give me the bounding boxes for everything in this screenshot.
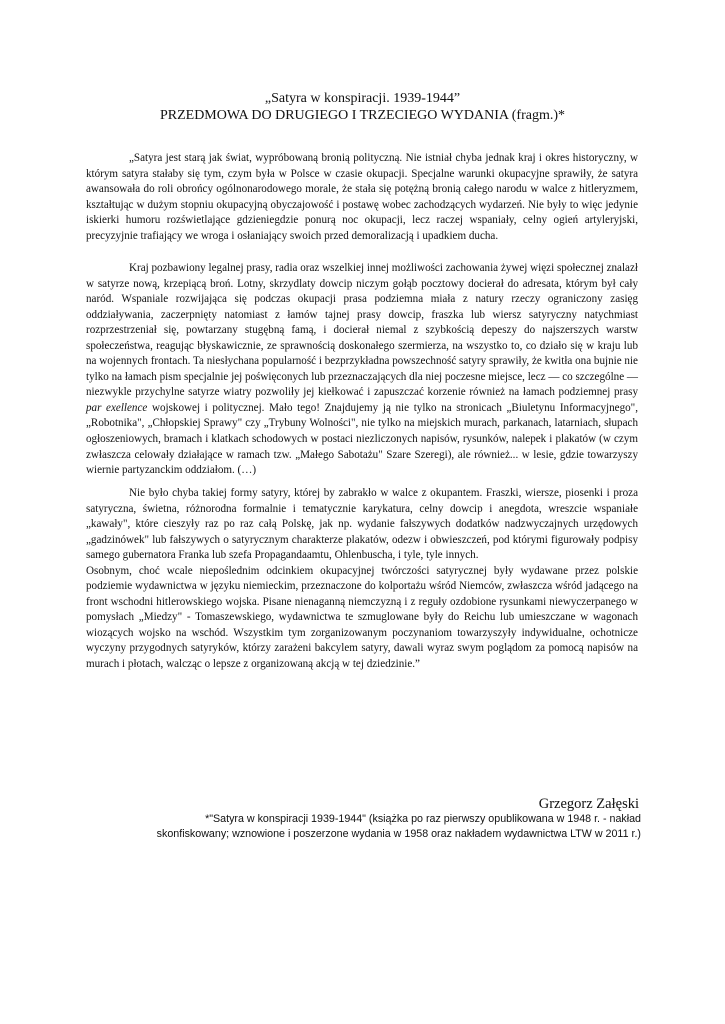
title-line-2: PRZEDMOWA DO DRUGIEGO I TRZECIEGO WYDANIA (fragm.)* xyxy=(159,108,566,123)
paragraph-3-block xyxy=(86,486,638,673)
document-title xyxy=(0,90,725,124)
footnote-line-2: skonfiskowany; wznowione i poszerzone wydania w 1958 oraz nakładem wydawnictwa LTW w 2011 r.) xyxy=(156,827,641,840)
paragraph-2-part-b: wojskowej i politycznej. Mało tego! Znajdujemy ją nie tylko na stronicach „Biuletynu Informacyjnego", „Robotnika", „Chłopskiej Sprawy" czy „Trybuny Wolności", nie tylko na miejskich murach, parkanach, latarniach, słupach ogłoszeniowych, bramach i klatkach schodowych w postaci niezliczonych napisów, rysunków, nalepek i plakatów (w czym zwłaszcza celowały działające w ramach tzw. „Małego Sabotażu" Szare Szeregi), ale również... w lesie, gdzie towarzyszy wiernie partyzanckim oddziałom. (…) xyxy=(86,401,638,477)
paragraph-2-italic: par exellence xyxy=(86,401,148,414)
paragraph-2-block xyxy=(86,261,638,479)
paragraph-1: „Satyra jest starą jak świat, wypróbowaną bronią polityczną. Nie istniał chyba jednak kraj i okres historyczny, w którym satyra stałaby się tym, czym była w Polsce w czasie okupacji. Specjalne warunki okupacyjne sprawiły, że satyra awansowała do roli obrońcy ogólnonarodowego morale, że stała się potężną bronią całego narodu w walce z hitleryzmem, kształtując w dużym stopniu okupacyjną obyczajowość i postawę wobec zachodzących wydarzeń. Nie były to więc jedynie iskierki humoru rozświetlające gdzieniegdzie ponurą noc okupacji, lecz raczej wspaniały, celny ogień artyleryjski, precyzyjnie trafiający we wroga i osłaniający swoich przed demoralizacją i upadkiem ducha. xyxy=(86,152,638,242)
footnote xyxy=(41,812,641,841)
title-line-1: „Satyra w konspiracji. 1939-1944” xyxy=(264,91,461,106)
paragraph-4: Osobnym, choć wcale niepoślednim odcinkiem okupacyjnej twórczości satyrycznej były wydawane przez polskie podziemie wydawnictwa w języku niemieckim, przeznaczone do kolportażu wśród Niemców, zwłaszcza wśród jadącego na front wschodni hitlerowskiego wojska. Pisane nienaganną niemczyzną i z reguły ozdobione rysunkami niewyczerpanego w pomysłach „Miedzy" - Tomaszewskiego, wydawnictwa te szmuglowane były do Reichu lub umieszczane w wagonach wiozących wojsko na wschód. Wszystkim tym zorganizowanym poczynaniom towarzyszyły indywidualne, ochotnicze wyczyny przygodnych satyryków, którzy zarażeni bakcylem satyry, dawali wyraz swym poglądom za pomocą napisów na murach i płotach, walcząc o lepsze z organizowaną akcją w tej dziedzinie.” xyxy=(86,564,638,671)
paragraph-2-part-a: Kraj pozbawiony legalnej prasy, radia oraz wszelkiej innej możliwości zachowania żywej więzi społecznej znalazł w satyrze nową, krzepiącą broń. Lotny, skrzydlaty dowcip niczym gołąb pocztowy docierał do adresata, którym był cały naród. Wspaniale rozwijająca się podczas okupacji prasa podziemna miała z natury rzeczy ograniczony zasięg oddziaływania, zaczerpnięty natomiast z łamów tajnej prasy dowcip, fraszka lub wiersz satyryczny natychmiast rozprzestrzeniał się, powtarzany stugębną famą, i docierał niemal z szybkością depeszy do najszerszych warstw społeczeństwa, reagując błyskawicznie, ze sprawnością doskonałego szermierza, na wszystko to, co działo się w kraju lub na wojennych frontach. Ta niesłychana popularność i bezprzykładna powszechność satyry sprawiły, że kwitła ona bujnie nie tylko na łamach pism specjalnie jej poświęconych lub przeznaczających dla niej poczesne miejsce, lecz — co szczególne — niezwykle przychylne satyrze wiatry pozwoliły jej kiełkować i zapuszczać korzenie również na łamach podziemnej prasy xyxy=(86,262,638,399)
paragraph-2 xyxy=(86,261,638,479)
author-signature: Grzegorz Załęski xyxy=(538,796,639,812)
footnote-line-1: *"Satyra w konspiracji 1939-1944" (książka po raz pierwszy opublikowana w 1948 r. - nakład xyxy=(205,813,641,825)
paragraph-1-block xyxy=(86,151,638,244)
paragraph-3: Nie było chyba takiej formy satyry, której by zabrakło w walce z okupantem. Fraszki, wiersze, piosenki i proza satyryczna, świetna, różnorodna formalnie i tematycznie karykatura, celny dowcip i anegdota, wreszcie wspaniałe „kawały", które cieszyły raz po raz całą Polskę, jak np. wydanie fałszywych dodatków nadzwyczajnych urzędowych „gadzinówek" lub fałszywych o satyrycznym charakterze plakatów, odezw i obwieszczeń, pod którymi figurowały podpisy samego gubernatora Franka lub szefa Propagandaamtu, Ohlenbuscha, i tyle, tyle innych. xyxy=(86,487,638,562)
